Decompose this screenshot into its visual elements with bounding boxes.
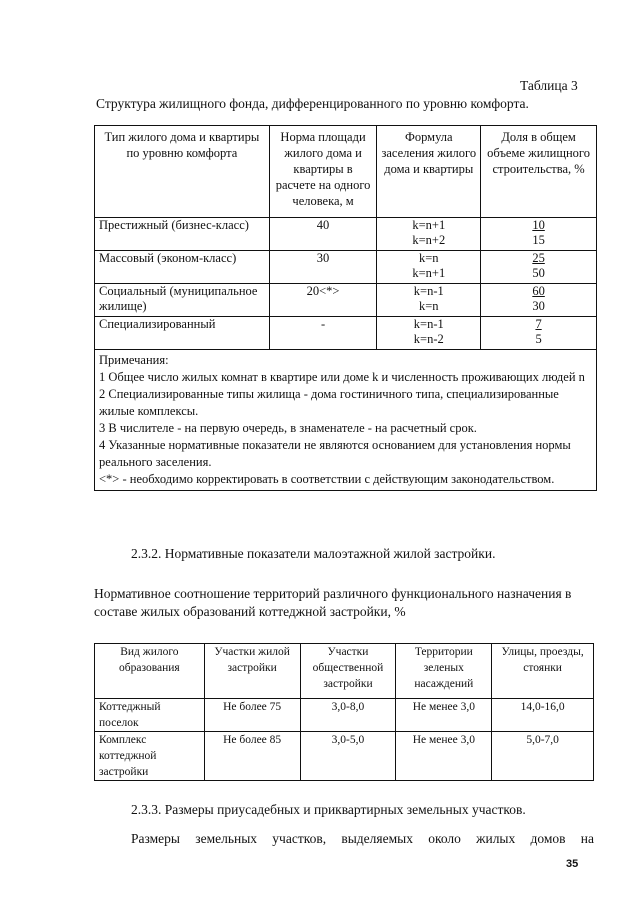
cottage-territory-table — [94, 643, 594, 781]
cell-settlement-type: Коттеджный поселок — [95, 699, 205, 732]
cell-type: Специализированный — [95, 317, 270, 350]
cell-green: Не менее 3,0 — [396, 699, 492, 732]
cell-norm: 30 — [269, 251, 377, 284]
page-number: 35 — [566, 858, 579, 870]
cell-type: Престижный (бизнес-класс) — [95, 218, 270, 251]
cell-share — [481, 284, 597, 317]
housing-structure-table — [94, 125, 597, 491]
cell-share — [481, 251, 597, 284]
share-first: 60 — [532, 284, 545, 298]
cell-norm: 40 — [269, 218, 377, 251]
share-first: 10 — [532, 218, 545, 232]
table-caption: Таблица 3 — [520, 78, 578, 93]
note-item: 2 Специализированные типы жилища - дома гостиничного типа, специализированные жилые комплексы. — [99, 387, 559, 418]
table-row — [95, 732, 594, 781]
header-streets: Улицы, проезды, стоянки — [492, 644, 594, 699]
formula-second: k=n — [418, 299, 439, 313]
cell-type: Социальный (муниципальное жилище) — [95, 284, 270, 317]
notes-heading: Примечания: — [99, 353, 169, 367]
header-settlement-type: Вид жилого образования — [95, 644, 205, 699]
share-first: 25 — [532, 251, 545, 265]
formula-first: k=n — [418, 251, 439, 265]
share-second: 50 — [532, 266, 545, 280]
cell-public: 3,0-5,0 — [300, 732, 396, 781]
share-first: 7 — [535, 317, 542, 331]
cell-share — [481, 317, 597, 350]
cell-formula — [377, 251, 481, 284]
table-row — [95, 251, 597, 284]
header-type: Тип жилого дома и квартиры по уровню комфорта — [95, 126, 270, 218]
share-second: 30 — [532, 299, 545, 313]
header-green-areas: Территории зеленых насаждений — [396, 644, 492, 699]
header-norm: Норма площади жилого дома и квартиры в расчете на одного человека, м — [269, 126, 377, 218]
table-header-row — [95, 126, 597, 218]
paragraph-233: Размеры земельных участков, выделяемых около жилых домов на — [131, 831, 594, 846]
note-item: <*> - необходимо корректировать в соответствии с действующим законодательством. — [99, 472, 555, 486]
note-item: 3 В числителе - на первую очередь, в знаменателе - на расчетный срок. — [99, 421, 477, 435]
table-row — [95, 284, 597, 317]
cell-residential: Не более 85 — [204, 732, 300, 781]
cell-norm: - — [269, 317, 377, 350]
share-second: 15 — [532, 233, 545, 247]
cell-residential: Не более 75 — [204, 699, 300, 732]
header-formula: Формула заселения жилого дома и квартиры — [377, 126, 481, 218]
note-item: 1 Общее число жилых комнат в квартире или доме k и численность проживающих людей n — [99, 370, 585, 384]
table-row — [95, 699, 594, 732]
cell-norm: 20<*> — [269, 284, 377, 317]
cell-share — [481, 218, 597, 251]
cell-green: Не менее 3,0 — [396, 732, 492, 781]
formula-second: k=n+1 — [412, 266, 446, 280]
table-header-row — [95, 644, 594, 699]
table-title: Структура жилищного фонда, дифференцированного по уровню комфорта. — [96, 96, 529, 111]
cell-formula — [377, 284, 481, 317]
cell-settlement-type: Комплекс коттеджной застройки — [95, 732, 205, 781]
table-notes — [95, 350, 597, 491]
table-row — [95, 317, 597, 350]
header-residential-plots: Участки жилой застройки — [204, 644, 300, 699]
formula-first: k=n-1 — [413, 317, 444, 331]
table-row — [95, 218, 597, 251]
header-public-plots: Участки общественной застройки — [300, 644, 396, 699]
formula-second: k=n-2 — [413, 332, 444, 346]
cell-public: 3,0-8,0 — [300, 699, 396, 732]
note-item: 4 Указанные нормативные показатели не являются основанием для установления нормы реального заселения. — [99, 438, 571, 469]
section-heading-233: 2.3.3. Размеры приусадебных и приквартирных земельных участков. — [131, 802, 526, 817]
table-notes-row — [95, 350, 597, 491]
paragraph-232: Нормативное соотношение территорий различного функционального назначения в составе жилых образований коттеджной застройки, % — [94, 586, 572, 619]
header-share: Доля в общем объеме жилищного строительства, % — [481, 126, 597, 218]
cell-type: Массовый (эконом-класс) — [95, 251, 270, 284]
share-second: 5 — [535, 332, 542, 346]
cell-formula — [377, 317, 481, 350]
section-heading-232: 2.3.2. Нормативные показатели малоэтажной жилой застройки. — [131, 546, 496, 561]
cell-formula — [377, 218, 481, 251]
formula-first: k=n+1 — [412, 218, 446, 232]
formula-first: k=n-1 — [413, 284, 444, 298]
cell-streets: 14,0-16,0 — [492, 699, 594, 732]
cell-streets: 5,0-7,0 — [492, 732, 594, 781]
formula-second: k=n+2 — [412, 233, 446, 247]
